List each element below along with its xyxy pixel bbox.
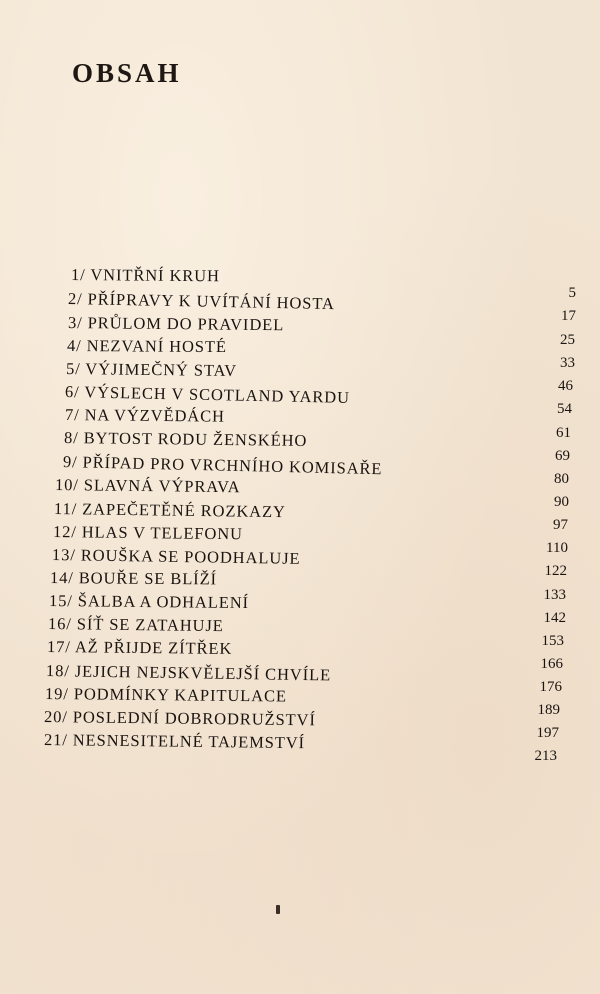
toc-page-number: 166 <box>540 656 563 672</box>
toc-page-number: 97 <box>553 517 568 533</box>
toc-chapter-title: 5/ VÝJIMEČNÝ STAV <box>65 359 238 381</box>
toc-page-number: 110 <box>546 540 568 556</box>
toc-page-number: 197 <box>536 725 559 741</box>
toc-page-number: 176 <box>539 679 562 695</box>
toc-page-number: 153 <box>541 633 564 649</box>
toc-page-number: 80 <box>554 471 569 487</box>
toc-page-number: 61 <box>556 425 571 441</box>
toc-chapter-title: 15/ ŠALBA A ODHALENÍ <box>48 591 250 613</box>
toc-chapter-title: 4/ NEZVANÍ HOSTÉ <box>66 336 227 357</box>
toc-page-number: 213 <box>534 748 557 764</box>
toc-chapter-title: 9/ PŘÍPAD PRO VRCHNÍHO KOMISAŘE <box>62 452 383 479</box>
toc-chapter-title: 6/ VÝSLECH V SCOTLAND YARDU <box>64 382 351 407</box>
toc-chapter-title: 18/ JEJICH NEJSKVĚLEJŠÍ CHVÍLE <box>45 661 332 685</box>
toc-page-number: 46 <box>558 378 573 394</box>
toc-chapter-title: 1/ VNITŘNÍ KRUH <box>70 265 220 286</box>
toc-page-number: 25 <box>560 332 575 348</box>
toc-chapter-title: 8/ BYTOST RODU ŽENSKÉHO <box>63 428 308 450</box>
toc-page-number: 33 <box>560 355 575 371</box>
toc-page-number: 17 <box>561 308 576 324</box>
toc-chapter-title: 10/ SLAVNÁ VÝPRAVA <box>54 475 241 497</box>
toc-chapter-title: 3/ PRŮLOM DO PRAVIDEL <box>67 313 285 335</box>
toc-chapter-title: 20/ POSLEDNÍ DOBRODRUŽSTVÍ <box>43 707 316 730</box>
toc-chapter-title: 21/ NESNESITELNÉ TAJEMSTVÍ <box>43 730 306 753</box>
toc-page-number: 90 <box>554 494 569 510</box>
toc-page-number: 54 <box>557 401 572 417</box>
toc-page-number: 133 <box>543 587 566 603</box>
toc-chapter-title: 7/ NA VÝZVĚDÁCH <box>64 405 225 426</box>
toc-page-number: 5 <box>568 285 576 301</box>
toc-chapter-title: 12/ HLAS V TELEFONU <box>52 522 244 544</box>
toc-page-number: 142 <box>543 610 566 626</box>
toc-page-number: 122 <box>544 563 567 579</box>
page-heading: OBSAH <box>72 58 182 88</box>
toc-chapter-title: 11/ ZAPEČETĚNÉ ROZKAZY <box>53 499 286 522</box>
toc-chapter-title: 13/ ROUŠKA SE POODHALUJE <box>51 545 301 568</box>
toc-page-number: 69 <box>555 448 570 464</box>
toc-chapter-title: 14/ BOUŘE SE BLÍŽÍ <box>49 568 218 589</box>
toc-page-number: 189 <box>537 702 560 718</box>
ink-smudge <box>276 905 280 914</box>
toc-chapter-title: 16/ SÍŤ SE ZATAHUJE <box>47 614 224 636</box>
toc-chapter-title: 19/ PODMÍNKY KAPITULACE <box>44 684 288 706</box>
toc-chapter-title: 17/ AŽ PŘIJDE ZÍTŘEK <box>46 637 233 658</box>
toc-chapter-title: 2/ PŘÍPRAVY K UVÍTÁNÍ HOSTA <box>67 289 335 314</box>
